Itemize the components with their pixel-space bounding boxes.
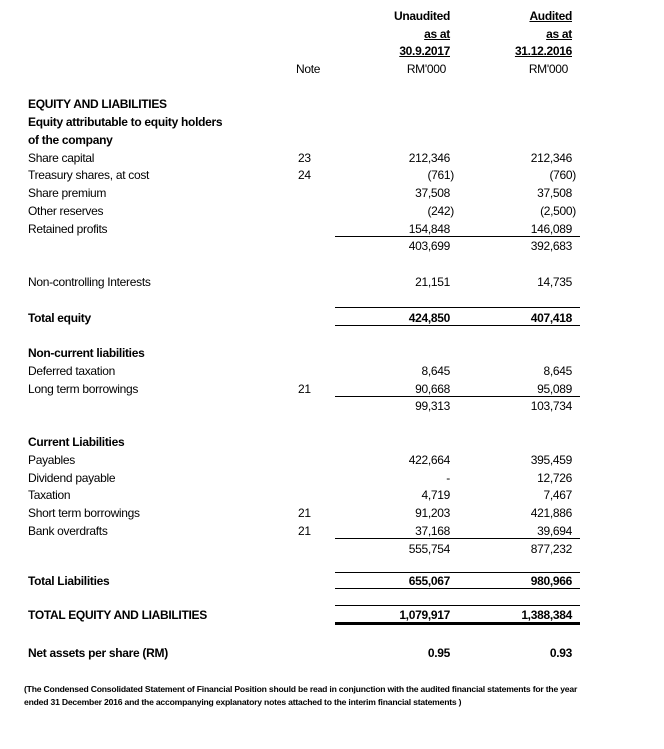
row-label: Dividend payable: [28, 471, 116, 485]
total-eq-liab-label: TOTAL EQUITY AND LIABILITIES: [28, 608, 207, 622]
row-label: Retained profits: [28, 222, 108, 236]
row-label: Share capital: [28, 151, 95, 165]
total-equity-label: Total equity: [28, 311, 91, 325]
col1-header-unit: RM'000: [406, 62, 446, 76]
row-value-2017: 37,508: [415, 186, 450, 200]
equity-heading: Equity attributable to equity holders: [28, 115, 223, 129]
row-value-2016: 421,886: [530, 506, 572, 520]
equity-subtotal-2017: 403,699: [408, 239, 450, 253]
total-liabilities-label: Total Liabilities: [28, 574, 110, 588]
subtotal-rule: [335, 396, 580, 397]
row-value-2017: 4,719: [421, 488, 450, 502]
total-rule-top: [335, 572, 580, 573]
col2-header-date: 31.12.2016: [514, 44, 572, 58]
row-value-2017: 90,668: [415, 382, 450, 396]
cl-subtotal-2017: 555,754: [408, 542, 450, 556]
row-label: Deferred taxation: [28, 364, 115, 378]
nci-label: Non-controlling Interests: [28, 275, 151, 289]
total-equity-2017: 424,850: [408, 311, 450, 325]
row-value-2016: 395,459: [530, 453, 572, 467]
total-liabilities-2017: 655,067: [408, 574, 450, 588]
row-value-2016: 146,089: [530, 222, 572, 236]
row-value-2017: (761): [427, 168, 454, 182]
col2-header-unit: RM'000: [528, 62, 568, 76]
col1-header-status: Unaudited: [394, 9, 450, 23]
total-eq-liab-2017: 1,079,917: [399, 608, 450, 622]
row-value-2017: (242): [427, 204, 454, 218]
row-value-2016: (2,500): [540, 204, 576, 218]
ncl-heading: Non-current liabilities: [28, 346, 145, 360]
total-eq-liab-2016: 1,388,384: [521, 608, 572, 622]
col2-header-as-at: as at: [546, 27, 572, 41]
row-value-2016: 212,346: [530, 151, 572, 165]
row-note: 21: [298, 524, 311, 538]
cl-heading: Current Liabilities: [28, 435, 125, 449]
row-value-2016: 37,508: [537, 186, 572, 200]
row-value-2016: 8,645: [543, 364, 572, 378]
col2-header-status: Audited: [529, 9, 572, 23]
row-note: 23: [298, 151, 311, 165]
nav-label: Net assets per share (RM): [28, 646, 168, 660]
nci-2017: 21,151: [415, 275, 450, 289]
total-rule-bottom: [335, 325, 580, 326]
row-label: Share premium: [28, 186, 107, 200]
row-label: Payables: [28, 453, 75, 467]
row-value-2016: 95,089: [537, 382, 572, 396]
section-title: EQUITY AND LIABILITIES: [28, 97, 167, 111]
nav-2016: 0.93: [549, 646, 572, 660]
row-label: Bank overdrafts: [28, 524, 108, 538]
row-label: Treasury shares, at cost: [28, 168, 150, 182]
total-equity-2016: 407,418: [530, 311, 572, 325]
total-rule-bottom: [335, 588, 580, 589]
row-value-2016: 12,726: [537, 471, 572, 485]
row-value-2016: (760): [549, 168, 576, 182]
cl-subtotal-2016: 877,232: [530, 542, 572, 556]
ncl-subtotal-2016: 103,734: [530, 399, 572, 413]
row-value-2017: 37,168: [415, 524, 450, 538]
equity-heading-cont: of the company: [28, 133, 113, 147]
ncl-subtotal-2017: 99,313: [415, 399, 450, 413]
row-label: Taxation: [28, 488, 71, 502]
total-rule-top: [335, 307, 580, 308]
nci-2016: 14,735: [537, 275, 572, 289]
row-value-2017: 422,664: [408, 453, 450, 467]
row-value-2017: 8,645: [421, 364, 450, 378]
row-note: 24: [298, 168, 311, 182]
col1-header-as-at: as at: [424, 27, 450, 41]
row-note: 21: [298, 506, 311, 520]
subtotal-rule: [335, 236, 580, 237]
row-label: Other reserves: [28, 204, 104, 218]
grand-total-double-rule: [335, 622, 580, 625]
footnote: (The Condensed Consolidated Statement of Financial Position should be read in conjunction with the audited financial statements for the year ended 31 December 2016 and the accompanying explanatory notes attached to the interim financial statements ): [24, 684, 578, 707]
note-column-header: Note: [296, 62, 321, 76]
row-label: Long term borrowings: [28, 382, 139, 396]
grand-total-rule-top: [335, 605, 580, 606]
row-value-2017: 212,346: [408, 151, 450, 165]
equity-subtotal-2016: 392,683: [530, 239, 572, 253]
row-note: 21: [298, 382, 311, 396]
subtotal-rule: [335, 538, 580, 539]
row-value-2017: 154,848: [408, 222, 450, 236]
row-label: Short term borrowings: [28, 506, 140, 520]
row-value-2017: -: [446, 471, 450, 485]
total-liabilities-2016: 980,966: [530, 574, 572, 588]
nav-2017: 0.95: [427, 646, 450, 660]
row-value-2017: 91,203: [415, 506, 450, 520]
row-value-2016: 7,467: [543, 488, 572, 502]
col1-header-date: 30.9.2017: [399, 44, 450, 58]
row-value-2016: 39,694: [537, 524, 572, 538]
